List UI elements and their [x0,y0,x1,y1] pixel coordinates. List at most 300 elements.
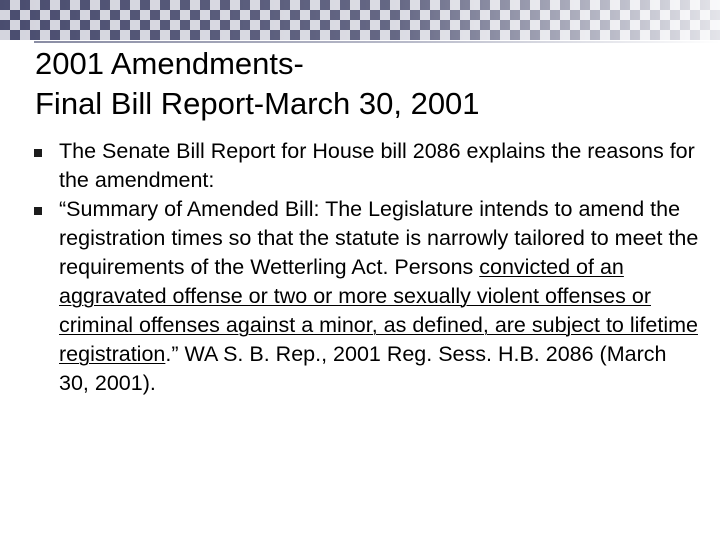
checker-cell [50,10,60,20]
checker-cell [450,30,460,40]
checker-cell [420,0,430,10]
checker-cell [340,0,350,10]
checker-cell [140,10,150,20]
bullet-1-text: The Senate Bill Report for House bill 2086 explains the reasons for the amendment: [59,139,695,192]
checker-cell [670,30,680,40]
checker-cell [110,30,120,40]
checker-cell [580,30,590,40]
checker-cell [90,30,100,40]
checker-cell [240,0,250,10]
checker-cell [210,0,220,10]
checker-cell [700,0,710,10]
checker-cell [150,30,160,40]
checker-cell [40,30,50,40]
checker-cell [230,0,240,10]
checker-cell [0,30,10,40]
checker-cell [390,20,400,30]
checker-cell [30,30,40,40]
checker-cell [220,20,230,30]
checker-cell [570,30,580,40]
checker-cell [390,0,400,10]
checker-cell [190,30,200,40]
checker-cell [520,0,530,10]
checker-cell [280,30,290,40]
checker-cell [630,20,640,30]
checker-cell [460,0,470,10]
checker-cell [650,30,660,40]
checker-cell [180,10,190,20]
checker-cell [450,20,460,30]
checker-cell [270,0,280,10]
checker-cell [220,10,230,20]
checker-cell [620,10,630,20]
checker-cell [570,0,580,10]
checker-cell [260,20,270,30]
checker-cell [530,30,540,40]
checker-cell [500,10,510,20]
checker-cell [560,30,570,40]
checker-cell [510,20,520,30]
checker-cell [210,30,220,40]
checker-cell [80,30,90,40]
checker-cell [600,0,610,10]
checker-cell [490,30,500,40]
checker-cell [50,20,60,30]
checker-cell [640,20,650,30]
checker-cell [360,30,370,40]
checker-cell [190,0,200,10]
checker-cell [330,0,340,10]
square-bullet-icon [34,207,42,215]
checker-cell [220,30,230,40]
checker-cell [140,30,150,40]
checker-cell [90,0,100,10]
checker-cell [110,0,120,10]
checker-cell [470,30,480,40]
checker-cell [360,20,370,30]
checker-cell [320,20,330,30]
checker-cell [680,10,690,20]
checker-cell [350,0,360,10]
checker-cell [430,10,440,20]
checker-cell [640,30,650,40]
checker-cell [320,30,330,40]
checker-cell [10,30,20,40]
checker-cell [480,30,490,40]
checker-cell [550,30,560,40]
checker-cell [270,20,280,30]
checker-cell [330,20,340,30]
checker-cell [420,20,430,30]
checker-cell [420,30,430,40]
checker-cell [120,30,130,40]
checker-cell [570,10,580,20]
checker-cell [370,20,380,30]
checker-cell [450,0,460,10]
checker-cell [350,10,360,20]
checker-cell [290,30,300,40]
checker-cell [680,30,690,40]
checker-cell [290,10,300,20]
checker-cell [380,0,390,10]
checker-cell [490,20,500,30]
checker-cell [660,10,670,20]
checker-cell [500,0,510,10]
checker-cell [530,10,540,20]
checker-cell [650,10,660,20]
checker-cell [120,0,130,10]
checker-cell [170,10,180,20]
checker-cell [410,0,420,10]
checker-cell [590,20,600,30]
checker-cell [340,10,350,20]
checker-cell [80,10,90,20]
checker-cell [410,30,420,40]
checker-cell [460,20,470,30]
checker-cell [610,0,620,10]
checker-cell [290,20,300,30]
checker-cell [610,20,620,30]
checker-cell [400,20,410,30]
checker-cell [150,10,160,20]
checker-cell [20,20,30,30]
checker-cell [170,30,180,40]
checker-cell [680,20,690,30]
checker-cell [570,20,580,30]
checker-cell [540,30,550,40]
checker-cell [690,30,700,40]
bullet-item-2 [34,195,700,398]
checker-cell [120,20,130,30]
checker-cell [660,20,670,30]
checker-cell [440,10,450,20]
checker-cell [670,0,680,10]
checker-cell [510,30,520,40]
checker-cell [110,10,120,20]
checker-cell [100,20,110,30]
checker-cell [550,10,560,20]
checker-cell [40,10,50,20]
checker-cell [20,10,30,20]
checker-cell [90,10,100,20]
checker-cell [560,20,570,30]
checker-cell [640,10,650,20]
checker-cell [330,10,340,20]
checker-cell [410,10,420,20]
checker-cell [310,30,320,40]
checker-cell [140,0,150,10]
checker-cell [340,20,350,30]
checker-cell [60,20,70,30]
checker-cell [540,0,550,10]
checker-cell [600,10,610,20]
checker-cell [190,10,200,20]
checker-decoration [0,0,720,40]
checker-cell [520,30,530,40]
checker-cell [50,30,60,40]
checker-cell [80,0,90,10]
checker-cell [20,30,30,40]
checker-cell [210,20,220,30]
checker-cell [430,0,440,10]
checker-cell [540,10,550,20]
checker-cell [360,10,370,20]
checker-cell [420,10,430,20]
checker-cell [700,10,710,20]
checker-cell [160,0,170,10]
checker-cell [410,20,420,30]
checker-cell [230,10,240,20]
checker-cell [560,0,570,10]
checker-cell [610,10,620,20]
checker-cell [250,30,260,40]
checker-cell [160,30,170,40]
checker-cell [580,10,590,20]
checker-cell [690,0,700,10]
checker-cell [170,0,180,10]
checker-cell [300,0,310,10]
checker-cell [530,0,540,10]
checker-cell [100,10,110,20]
checker-cell [580,0,590,10]
checker-cell [170,20,180,30]
checker-cell [390,30,400,40]
bullet-2-text-before: “Summary of Amended Bill: The Legislature intends to amend the registration times so that the statute is narrowly tailored to meet the requirements of the Wetterling Act. Persons [59,197,699,279]
checker-cell [640,0,650,10]
checker-cell [30,10,40,20]
checker-cell [310,20,320,30]
checker-cell [470,10,480,20]
square-bullet-icon [34,149,42,157]
checker-cell [710,20,720,30]
checker-cell [340,30,350,40]
checker-cell [430,30,440,40]
checker-cell [650,20,660,30]
checker-cell [50,0,60,10]
checker-cell [430,20,440,30]
checker-cell [300,10,310,20]
checker-cell [260,10,270,20]
checker-cell [280,0,290,10]
checker-cell [70,20,80,30]
checker-cell [150,0,160,10]
checker-cell [200,30,210,40]
checker-cell [660,30,670,40]
checker-cell [70,30,80,40]
checker-cell [590,10,600,20]
checker-cell [370,0,380,10]
checker-cell [480,20,490,30]
checker-cell [540,20,550,30]
checker-cell [610,30,620,40]
bullet-2-underlined-text: convicted of an aggravated offense or two or more sexually violent offenses or criminal offenses against a minor, as defined, are subject to lifetime registration [59,255,698,366]
checker-cell [30,0,40,10]
checker-cell [240,20,250,30]
checker-cell [200,20,210,30]
checker-cell [10,0,20,10]
checker-cell [580,20,590,30]
checker-cell [630,10,640,20]
checker-cell [60,0,70,10]
checker-cell [160,20,170,30]
checker-cell [230,20,240,30]
checker-cell [150,20,160,30]
checker-cell [300,30,310,40]
checker-cell [440,0,450,10]
checker-cell [380,10,390,20]
checker-cell [120,10,130,20]
slide-title [35,44,695,124]
checker-cell [10,20,20,30]
checker-cell [630,30,640,40]
checker-cell [500,20,510,30]
checker-cell [40,0,50,10]
checker-cell [370,10,380,20]
checker-cell [550,20,560,30]
checker-cell [490,10,500,20]
checker-cell [290,0,300,10]
checker-cell [680,0,690,10]
checker-cell [90,20,100,30]
checker-cell [470,0,480,10]
checker-cell [0,10,10,20]
checker-cell [80,20,90,30]
checker-cell [230,30,240,40]
checker-cell [160,10,170,20]
checker-cell [380,30,390,40]
checker-cell [260,0,270,10]
checker-cell [130,0,140,10]
checker-cell [400,30,410,40]
checker-cell [550,0,560,10]
checker-cell [690,20,700,30]
checker-cell [60,30,70,40]
checker-cell [320,0,330,10]
checker-cell [440,30,450,40]
checker-cell [180,30,190,40]
checker-cell [620,20,630,30]
checker-cell [480,10,490,20]
checker-cell [710,30,720,40]
checker-cell [0,20,10,30]
checker-cell [310,0,320,10]
checker-cell [220,0,230,10]
title-divider [34,41,720,43]
checker-cell [260,30,270,40]
checker-cell [700,30,710,40]
checker-cell [100,30,110,40]
checker-cell [450,10,460,20]
checker-cell [630,0,640,10]
checker-cell [60,10,70,20]
bullet-list [34,137,700,398]
checker-cell [350,30,360,40]
checker-cell [660,0,670,10]
checker-cell [130,10,140,20]
checker-cell [70,10,80,20]
checker-cell [320,10,330,20]
checker-cell [110,20,120,30]
checker-cell [530,20,540,30]
checker-cell [200,0,210,10]
checker-cell [330,30,340,40]
checker-cell [370,30,380,40]
checker-cell [200,10,210,20]
bullet-item-1 [34,137,700,195]
checker-cell [310,10,320,20]
checker-cell [40,20,50,30]
checker-cell [390,10,400,20]
checker-cell [560,10,570,20]
checker-cell [210,10,220,20]
bullet-2-text-after: .” WA S. B. Rep., 2001 Reg. Sess. H.B. 2086 (March 30, 2001). [59,342,667,395]
title-line-2: Final Bill Report-March 30, 2001 [35,86,480,121]
checker-cell [180,0,190,10]
checker-cell [600,20,610,30]
checker-cell [350,20,360,30]
checker-cell [20,0,30,10]
checker-cell [460,10,470,20]
checker-cell [520,10,530,20]
checker-cell [700,20,710,30]
checker-cell [520,20,530,30]
checker-cell [670,20,680,30]
checker-cell [670,10,680,20]
checker-cell [240,10,250,20]
checker-cell [600,30,610,40]
checker-cell [280,10,290,20]
checker-cell [400,10,410,20]
checker-cell [440,20,450,30]
checker-cell [70,0,80,10]
title-line-1: 2001 Amendments- [35,46,304,81]
checker-cell [10,10,20,20]
checker-cell [270,30,280,40]
checker-cell [590,0,600,10]
checker-cell [400,0,410,10]
checker-cell [480,0,490,10]
checker-cell [130,30,140,40]
checker-cell [240,30,250,40]
checker-cell [360,0,370,10]
checker-cell [30,20,40,30]
checker-cell [280,20,290,30]
checker-cell [650,0,660,10]
checker-cell [0,0,10,10]
checker-cell [510,10,520,20]
checker-cell [490,0,500,10]
checker-cell [500,30,510,40]
checker-cell [710,10,720,20]
checker-cell [460,30,470,40]
checker-cell [100,0,110,10]
checker-cell [380,20,390,30]
checker-cell [250,10,260,20]
checker-cell [180,20,190,30]
checker-cell [510,0,520,10]
checker-cell [300,20,310,30]
checker-cell [250,0,260,10]
checker-cell [190,20,200,30]
checker-cell [590,30,600,40]
checker-cell [130,20,140,30]
checker-cell [140,20,150,30]
checker-cell [470,20,480,30]
checker-cell [620,30,630,40]
checker-cell [270,10,280,20]
checker-cell [690,10,700,20]
checker-cell [710,0,720,10]
